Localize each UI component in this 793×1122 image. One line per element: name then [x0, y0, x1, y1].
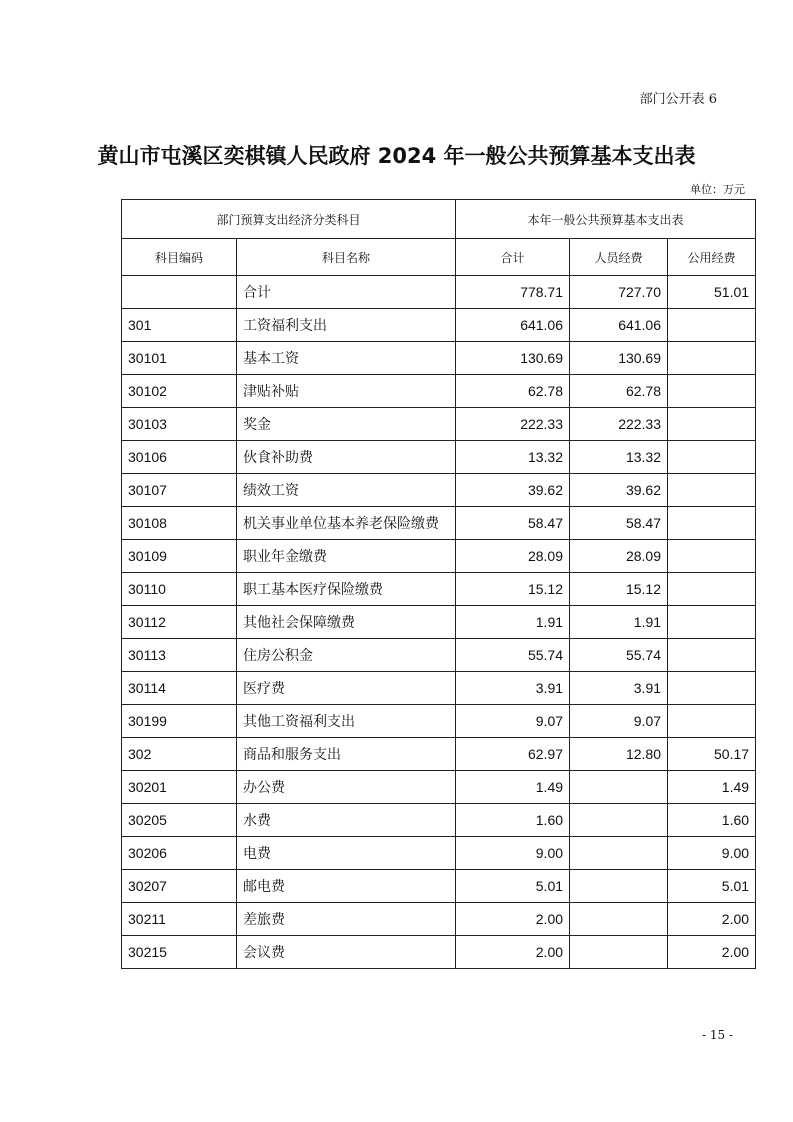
cell-total: 641.06 — [456, 309, 570, 342]
cell-personnel — [570, 936, 668, 969]
table-row — [122, 936, 756, 969]
cell-personnel — [570, 771, 668, 804]
cell-total: 62.97 — [456, 738, 570, 771]
cell-total: 62.78 — [456, 375, 570, 408]
document-label: 部门公开表 6 — [639, 92, 717, 107]
column-header-public: 公用经费 — [668, 239, 756, 276]
table-row — [122, 375, 756, 408]
cell-code: 30201 — [122, 771, 237, 804]
table-row — [122, 705, 756, 738]
cell-public — [668, 408, 756, 441]
cell-public: 9.00 — [668, 837, 756, 870]
cell-public — [668, 507, 756, 540]
cell-public: 1.60 — [668, 804, 756, 837]
cell-total: 9.00 — [456, 837, 570, 870]
cell-code: 30102 — [122, 375, 237, 408]
cell-total: 2.00 — [456, 936, 570, 969]
cell-public — [668, 474, 756, 507]
table-row — [122, 342, 756, 375]
cell-public: 51.01 — [668, 276, 756, 309]
column-header-personnel: 人员经费 — [570, 239, 668, 276]
cell-personnel: 28.09 — [570, 540, 668, 573]
cell-name: 伙食补助费 — [237, 441, 456, 474]
cell-personnel: 130.69 — [570, 342, 668, 375]
cell-personnel: 62.78 — [570, 375, 668, 408]
cell-personnel: 727.70 — [570, 276, 668, 309]
cell-name: 合计 — [237, 276, 456, 309]
cell-code: 30211 — [122, 903, 237, 936]
cell-public — [668, 375, 756, 408]
cell-total: 9.07 — [456, 705, 570, 738]
cell-code: 30103 — [122, 408, 237, 441]
cell-code: 30206 — [122, 837, 237, 870]
cell-personnel: 55.74 — [570, 639, 668, 672]
cell-personnel — [570, 903, 668, 936]
cell-code: 30109 — [122, 540, 237, 573]
cell-total: 13.32 — [456, 441, 570, 474]
cell-name: 电费 — [237, 837, 456, 870]
table-row — [122, 573, 756, 606]
group-header-row — [122, 200, 756, 239]
cell-total: 39.62 — [456, 474, 570, 507]
cell-total: 5.01 — [456, 870, 570, 903]
column-header-total: 合计 — [456, 239, 570, 276]
group-header-budget: 本年一般公共预算基本支出表 — [456, 200, 756, 239]
cell-code: 30112 — [122, 606, 237, 639]
cell-public — [668, 639, 756, 672]
cell-public — [668, 441, 756, 474]
table-row — [122, 507, 756, 540]
cell-name: 水费 — [237, 804, 456, 837]
cell-total: 130.69 — [456, 342, 570, 375]
cell-code: 30106 — [122, 441, 237, 474]
table-row — [122, 804, 756, 837]
table-row — [122, 474, 756, 507]
cell-personnel: 13.32 — [570, 441, 668, 474]
column-header-code: 科目编码 — [122, 239, 237, 276]
cell-code: 30110 — [122, 573, 237, 606]
cell-name: 差旅费 — [237, 903, 456, 936]
table-row — [122, 639, 756, 672]
cell-code: 301 — [122, 309, 237, 342]
table-row — [122, 276, 756, 309]
cell-name: 津贴补贴 — [237, 375, 456, 408]
cell-total: 778.71 — [456, 276, 570, 309]
cell-name: 机关事业单位基本养老保险缴费 — [237, 507, 456, 540]
cell-total: 58.47 — [456, 507, 570, 540]
cell-name: 其他工资福利支出 — [237, 705, 456, 738]
cell-public: 1.49 — [668, 771, 756, 804]
cell-name: 会议费 — [237, 936, 456, 969]
unit-label: 单位：万元 — [690, 183, 745, 196]
cell-public — [668, 309, 756, 342]
cell-code: 30205 — [122, 804, 237, 837]
cell-public — [668, 573, 756, 606]
cell-total: 1.60 — [456, 804, 570, 837]
cell-personnel: 1.91 — [570, 606, 668, 639]
column-header-row — [122, 239, 756, 276]
cell-total: 1.91 — [456, 606, 570, 639]
cell-personnel: 15.12 — [570, 573, 668, 606]
cell-personnel: 9.07 — [570, 705, 668, 738]
table-row — [122, 606, 756, 639]
cell-public — [668, 540, 756, 573]
cell-code: 30108 — [122, 507, 237, 540]
table-row — [122, 837, 756, 870]
group-header-classification: 部门预算支出经济分类科目 — [122, 200, 456, 239]
table-row — [122, 309, 756, 342]
cell-name: 住房公积金 — [237, 639, 456, 672]
table-row — [122, 540, 756, 573]
table-row — [122, 771, 756, 804]
cell-code: 30101 — [122, 342, 237, 375]
cell-name: 邮电费 — [237, 870, 456, 903]
cell-name: 绩效工资 — [237, 474, 456, 507]
cell-total: 55.74 — [456, 639, 570, 672]
cell-total: 28.09 — [456, 540, 570, 573]
cell-code: 30199 — [122, 705, 237, 738]
cell-code: 30114 — [122, 672, 237, 705]
cell-name: 工资福利支出 — [237, 309, 456, 342]
cell-personnel: 641.06 — [570, 309, 668, 342]
table-row — [122, 672, 756, 705]
cell-public: 2.00 — [668, 936, 756, 969]
cell-personnel: 12.80 — [570, 738, 668, 771]
budget-table — [121, 199, 756, 969]
cell-personnel — [570, 804, 668, 837]
cell-code: 30113 — [122, 639, 237, 672]
cell-name: 奖金 — [237, 408, 456, 441]
cell-total: 15.12 — [456, 573, 570, 606]
cell-name: 医疗费 — [237, 672, 456, 705]
table-row — [122, 441, 756, 474]
cell-public — [668, 705, 756, 738]
cell-name: 基本工资 — [237, 342, 456, 375]
cell-public — [668, 342, 756, 375]
cell-public: 2.00 — [668, 903, 756, 936]
cell-public — [668, 606, 756, 639]
cell-total: 2.00 — [456, 903, 570, 936]
cell-personnel: 222.33 — [570, 408, 668, 441]
table-row — [122, 738, 756, 771]
page-number: - 15 - — [701, 1028, 733, 1042]
cell-personnel — [570, 837, 668, 870]
cell-code: 30207 — [122, 870, 237, 903]
cell-total: 1.49 — [456, 771, 570, 804]
cell-personnel: 39.62 — [570, 474, 668, 507]
table-row — [122, 408, 756, 441]
cell-code: 30215 — [122, 936, 237, 969]
cell-name: 其他社会保障缴费 — [237, 606, 456, 639]
cell-total: 3.91 — [456, 672, 570, 705]
cell-public: 50.17 — [668, 738, 756, 771]
cell-personnel: 3.91 — [570, 672, 668, 705]
cell-total: 222.33 — [456, 408, 570, 441]
cell-code: 30107 — [122, 474, 237, 507]
table-row — [122, 870, 756, 903]
cell-code: 302 — [122, 738, 237, 771]
cell-public: 5.01 — [668, 870, 756, 903]
cell-public — [668, 672, 756, 705]
cell-personnel: 58.47 — [570, 507, 668, 540]
cell-name: 商品和服务支出 — [237, 738, 456, 771]
budget-table-body — [122, 200, 756, 969]
cell-personnel — [570, 870, 668, 903]
cell-code — [122, 276, 237, 309]
cell-name: 办公费 — [237, 771, 456, 804]
table-row — [122, 903, 756, 936]
page-title: 黄山市屯溪区奕棋镇人民政府 2024 年一般公共预算基本支出表 — [97, 144, 696, 168]
cell-name: 职工基本医疗保险缴费 — [237, 573, 456, 606]
cell-name: 职业年金缴费 — [237, 540, 456, 573]
column-header-name: 科目名称 — [237, 239, 456, 276]
